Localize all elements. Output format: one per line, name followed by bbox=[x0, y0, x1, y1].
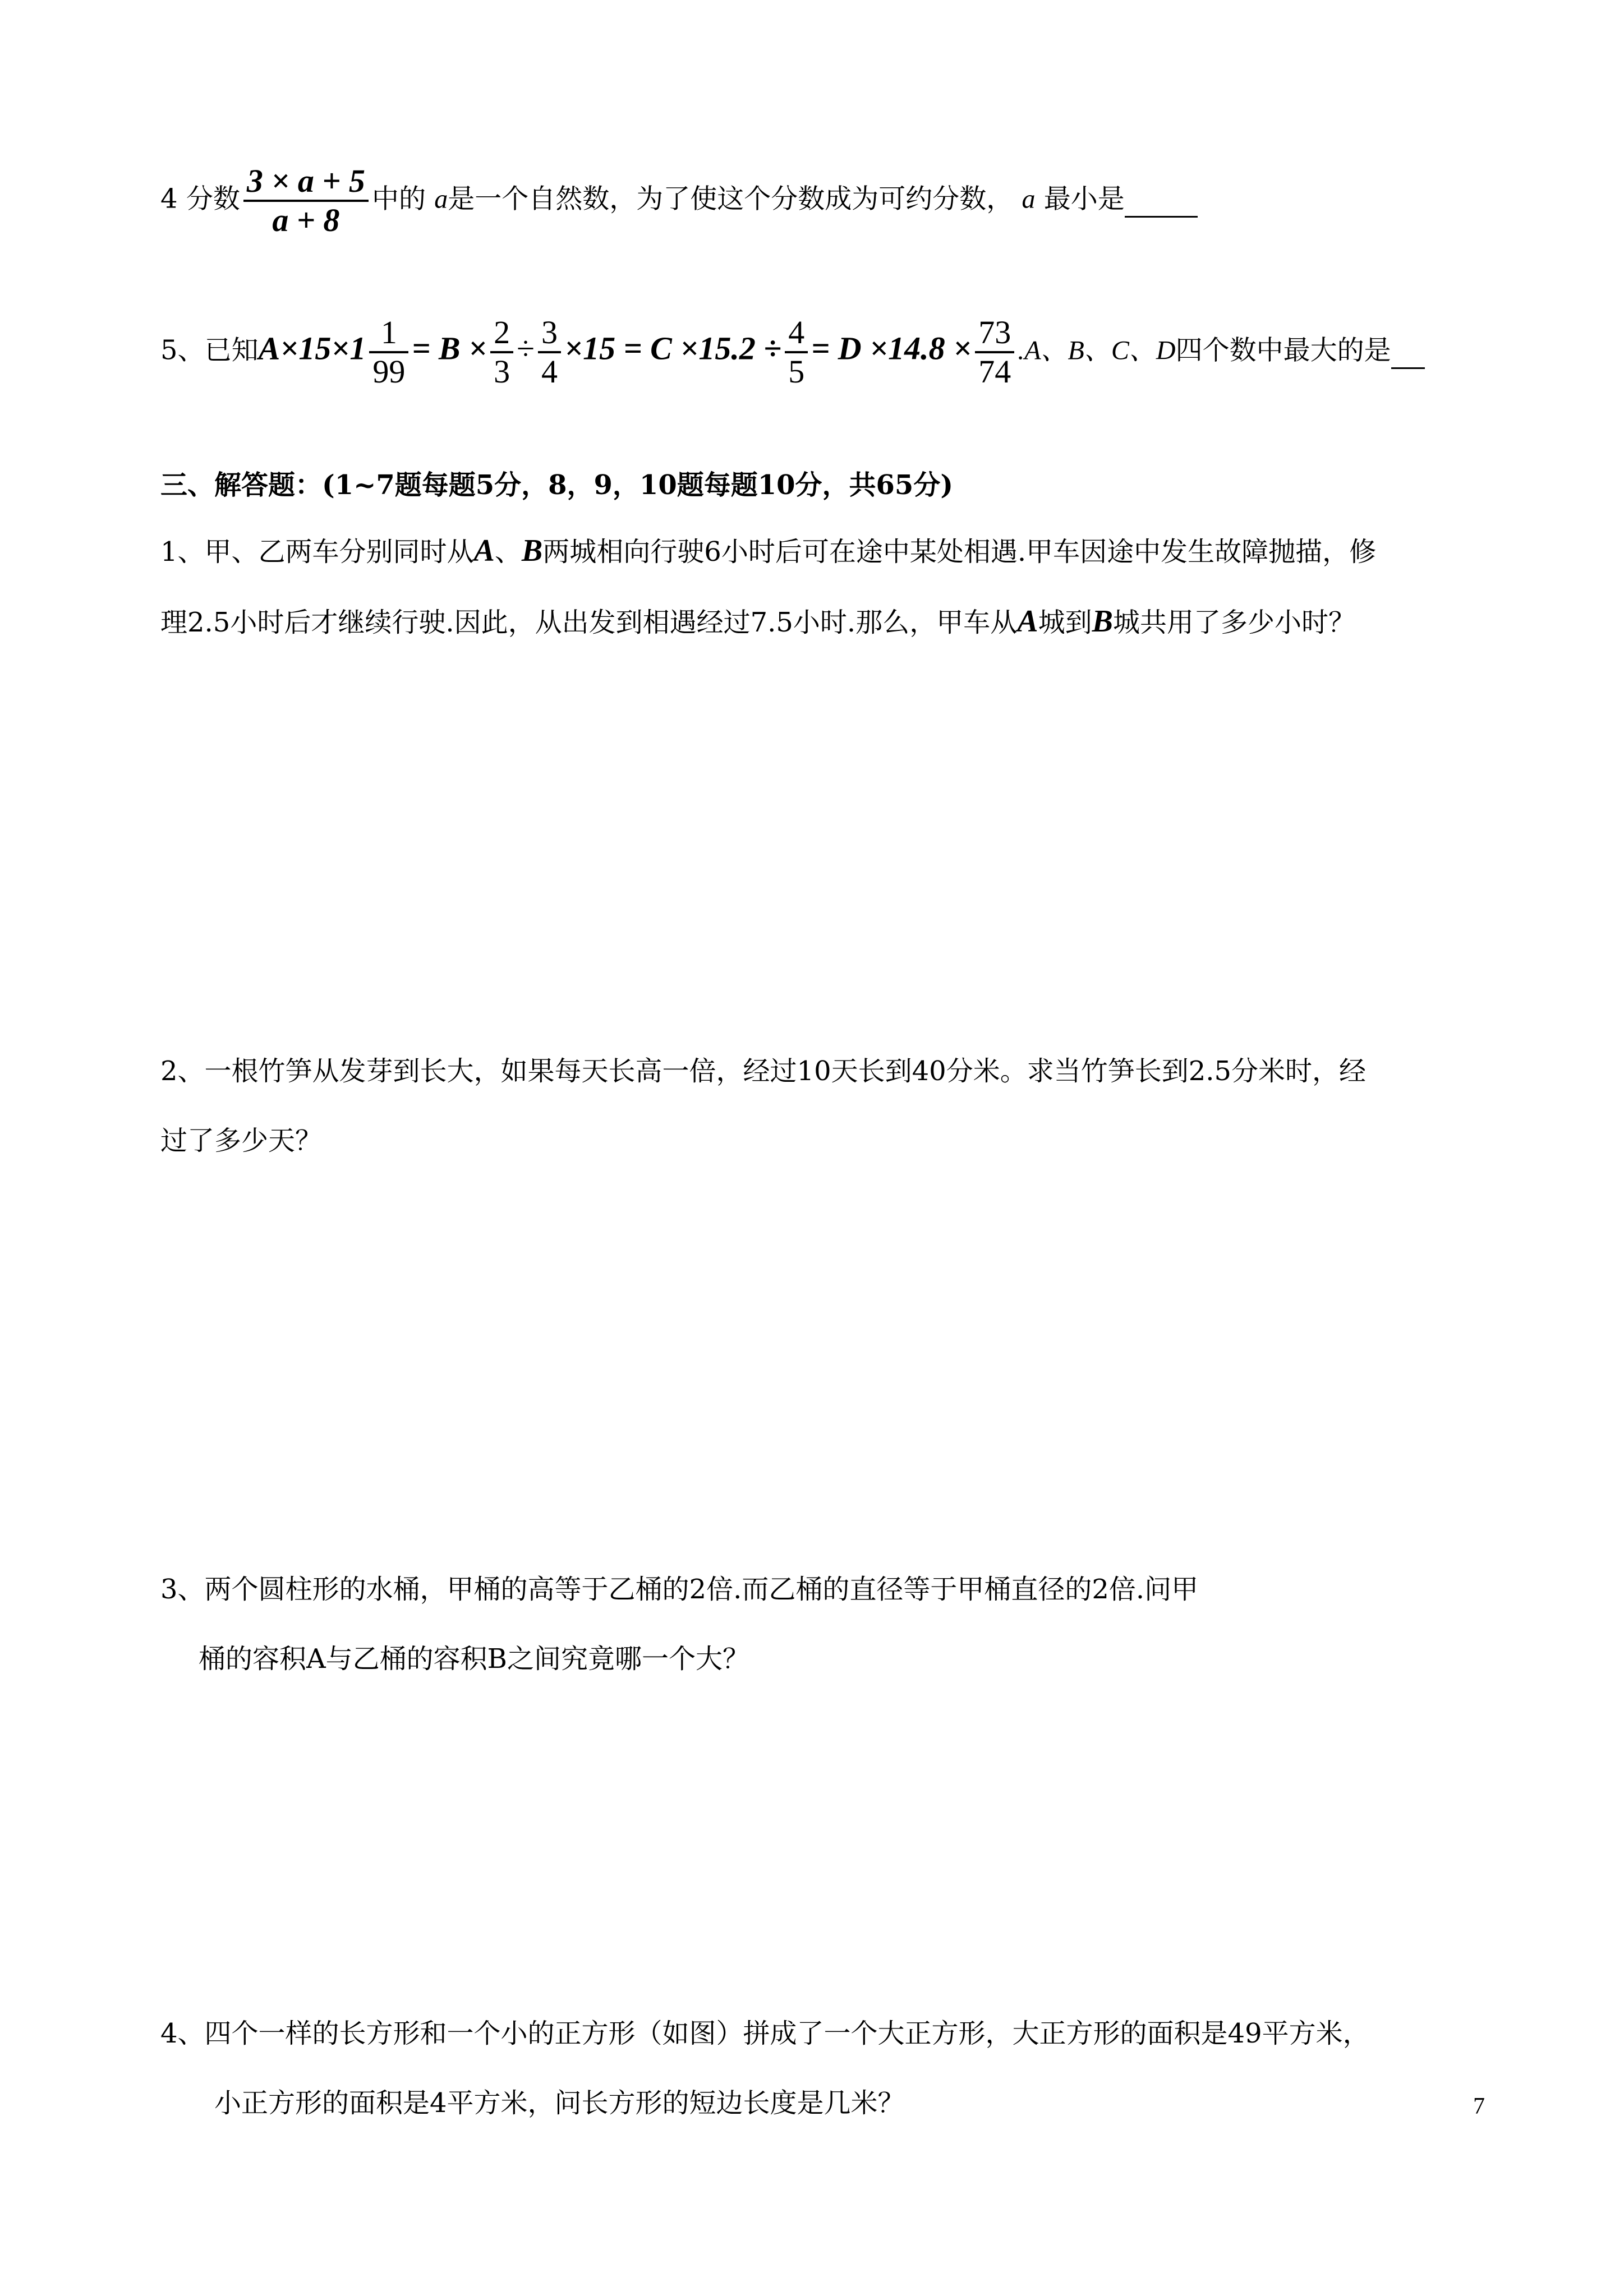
problem-3-line-1: 3、两个圆柱形的水桶，甲桶的高等于乙桶的2倍.而乙桶的直径等于甲桶直径的2倍.问甲 bbox=[160, 1574, 1199, 1605]
answer-blank[interactable] bbox=[1391, 334, 1425, 369]
variable-B: B bbox=[521, 533, 543, 568]
question-number: 4 bbox=[160, 183, 178, 215]
problem-text: 城到 bbox=[1038, 607, 1092, 638]
problem-text: 、 bbox=[494, 536, 522, 568]
problem-text: 理2.5小时后才继续行驶.因此，从出发到相遇经过7.5小时.那么，甲车从 bbox=[160, 607, 1018, 638]
fraction-numerator: 4 bbox=[785, 314, 808, 353]
problem-1-line-1 bbox=[160, 534, 1376, 569]
problem-4-line-1: 4、四个一样的长方形和一个小的正方形（如图）拼成了一个大正方形，大正方形的面积是49平方米， bbox=[160, 2018, 1370, 2049]
variable-A: A bbox=[1017, 604, 1038, 639]
fraction-denominator: 3 bbox=[494, 353, 510, 390]
fraction bbox=[785, 314, 808, 390]
fraction-numerator: 3 bbox=[538, 314, 561, 353]
fraction bbox=[243, 163, 369, 239]
fill-in-question-5 bbox=[160, 314, 1425, 390]
question-mid: 中的 bbox=[371, 183, 426, 215]
fraction-denominator: 99 bbox=[372, 353, 406, 390]
question-number: 5 bbox=[160, 334, 178, 366]
variable-list: .A、B、C、D bbox=[1018, 335, 1176, 366]
fraction-numerator: 73 bbox=[975, 314, 1014, 353]
variable-B: B bbox=[1092, 604, 1113, 639]
expression-part: = B × bbox=[412, 330, 487, 367]
problem-4-line-2: 小正方形的面积是4平方米，问长方形的短边长度是几米？ bbox=[214, 2087, 905, 2119]
question-sep: 、 bbox=[177, 334, 205, 366]
question-text: 是一个自然数，为了使这个分数成为可约分数， bbox=[448, 183, 1014, 215]
section-heading: 三、解答题：(1~7题每题5分，8，9，10题每题10分，共65分) bbox=[160, 469, 954, 501]
question-lead: 已知 bbox=[204, 334, 259, 366]
fraction-denominator: 5 bbox=[788, 353, 805, 390]
fraction-numerator: 3 × a + 5 bbox=[243, 163, 369, 202]
expression-part: A×15×1 bbox=[258, 330, 366, 367]
problem-text: 城共用了多少小时？ bbox=[1112, 607, 1355, 638]
fraction-denominator: 4 bbox=[541, 353, 558, 390]
problem-text: 1、甲、乙两车分别同时从 bbox=[160, 536, 474, 568]
fill-in-question-4 bbox=[160, 163, 1198, 239]
problem-2-line-1: 2、一根竹笋从发芽到长大，如果每天长高一倍，经过10天长到40分米。求当竹笋长到2.5分米时，经 bbox=[160, 1055, 1367, 1087]
fraction-denominator: a + 8 bbox=[272, 202, 340, 238]
fraction bbox=[538, 314, 561, 390]
variable-A: A bbox=[473, 533, 495, 568]
fraction bbox=[369, 314, 408, 390]
expression-part: ×15 = C ×15.2 ÷ bbox=[564, 330, 782, 367]
question-tail: 四个数中最大的是 bbox=[1175, 334, 1391, 366]
problem-1-line-2 bbox=[160, 605, 1355, 639]
fraction bbox=[975, 314, 1014, 390]
page-number: 7 bbox=[1473, 2094, 1485, 2119]
problem-text: 两城相向行驶6小时后可在途中某处相遇.甲车因途中发生故障抛描，修 bbox=[542, 536, 1377, 568]
question-tail: 最小是 bbox=[1043, 183, 1125, 215]
question-lead: 分数 bbox=[186, 183, 240, 215]
variable-a: a bbox=[1022, 184, 1036, 214]
expression-part: ÷ bbox=[517, 330, 535, 367]
fraction-numerator: 2 bbox=[490, 314, 513, 353]
fraction-denominator: 74 bbox=[978, 353, 1011, 390]
problem-3-line-2: 桶的容积A与乙桶的容积B之间究竟哪一个大？ bbox=[199, 1643, 749, 1675]
fraction-numerator: 1 bbox=[369, 314, 408, 353]
fraction bbox=[490, 314, 513, 390]
problem-2-line-2: 过了多少天？ bbox=[160, 1125, 323, 1156]
answer-blank[interactable] bbox=[1125, 182, 1198, 218]
expression-part: = D ×14.8 × bbox=[811, 330, 972, 367]
variable-a: a bbox=[434, 184, 448, 214]
